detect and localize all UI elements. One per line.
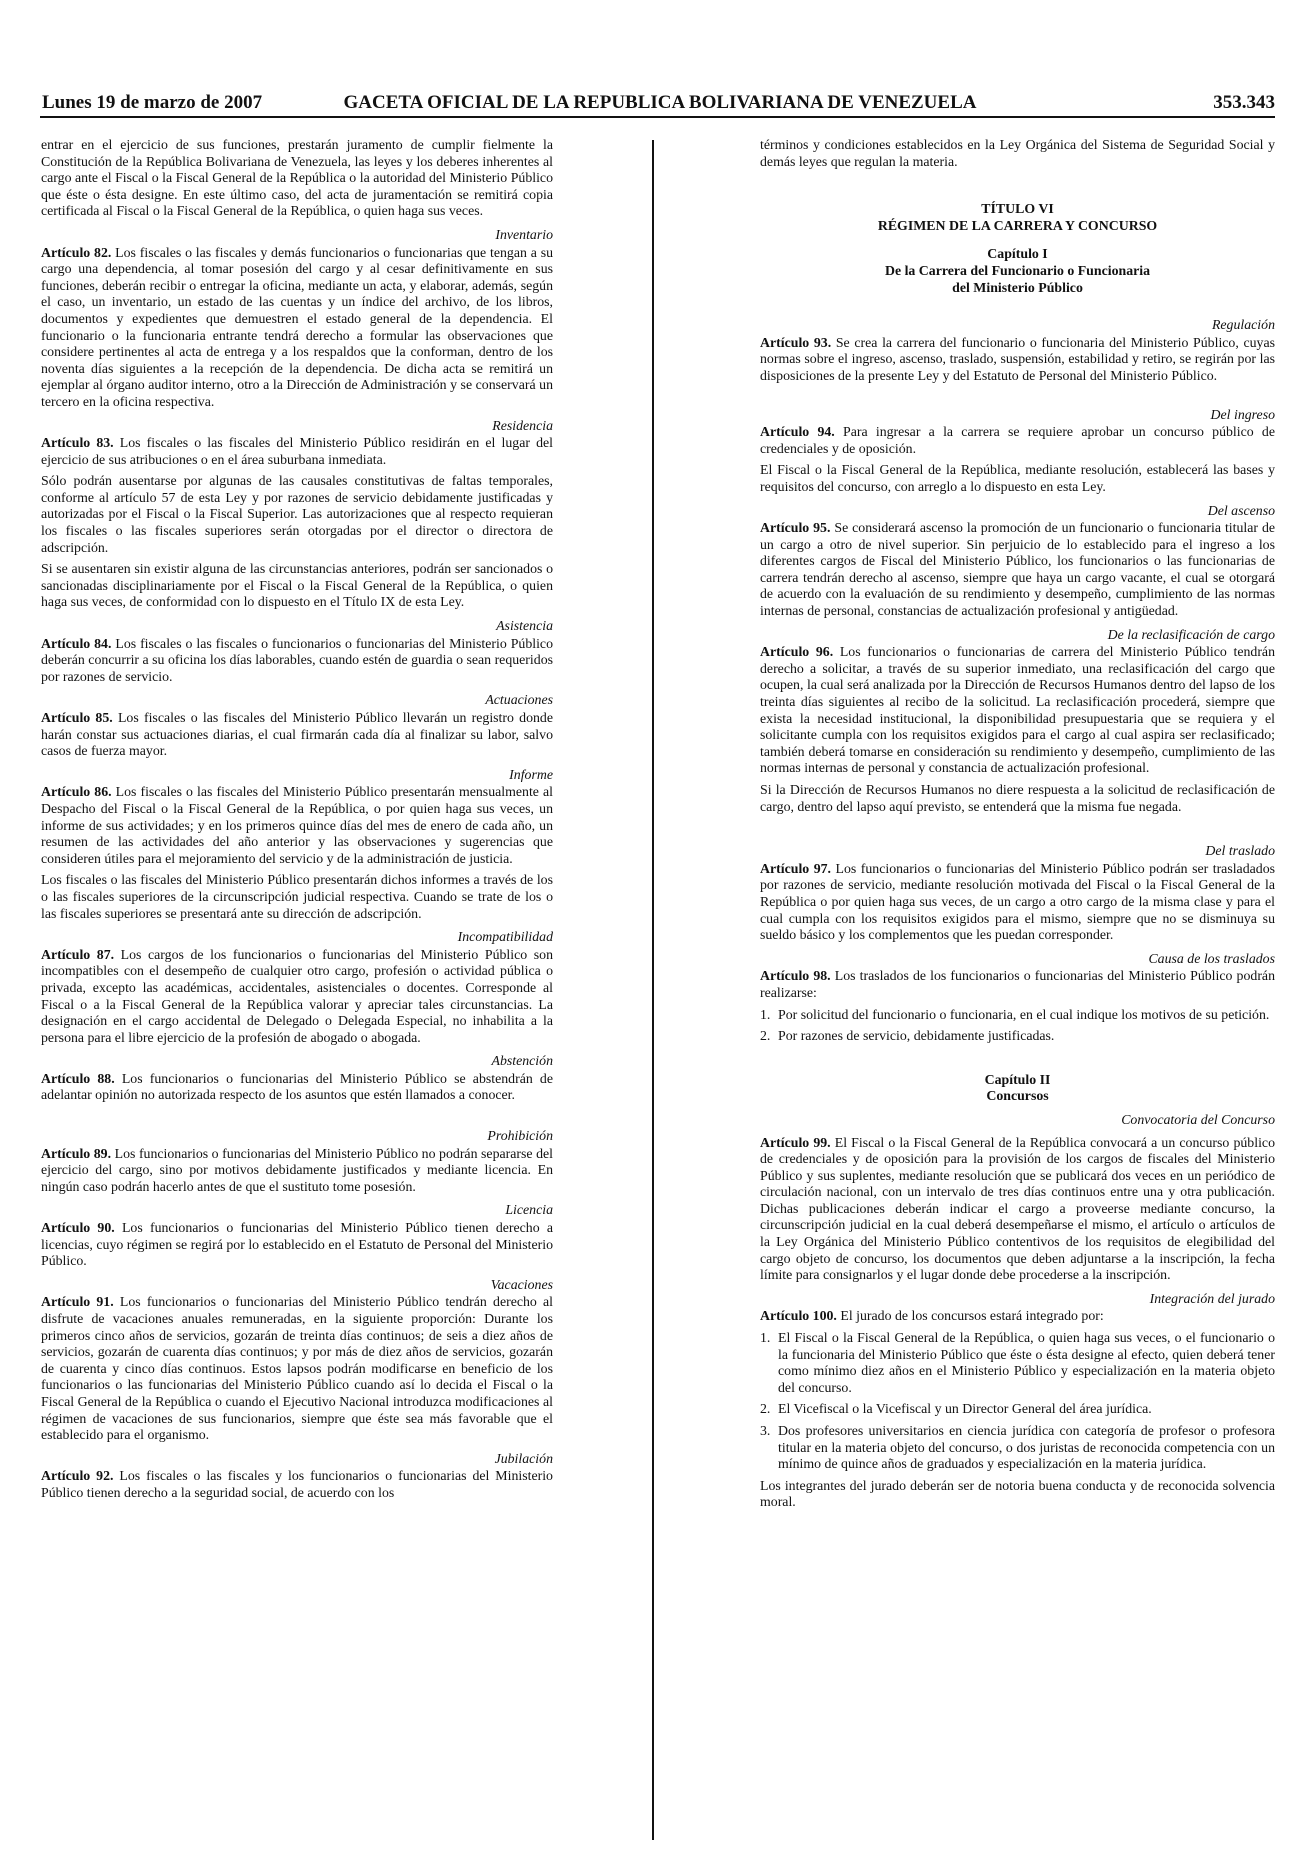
section-heading: Integración del jurado [1149,1290,1275,1306]
right-column [760,137,1275,1837]
article-text: Los traslados de los funcionarios o funcionarias del Ministerio Público podrán realizarse: [760,968,1275,1000]
article-text: Los funcionarios o funcionarias del Ministerio Público se abstendrán de adelantar opinión no autorizada respecto de los asuntos que estén llamados a conocer. [41,1070,553,1103]
article-text: Los fiscales o las fiscales y demás funcionarios o funcionarias que tengan a su cargo una dependencia, al tomar posesión del cargo y al cesar definitivamente en sus funciones, deberán recibir o entregar la oficina, mediante un acta, y elaborar, además, según el caso, un inventario, un estado de las cuentas y un índice del archivo, de los libros, documentos y expedientes que demuestren el estado general de la dependencia. El funcionario o la funcionaria entrante tendrá derecho a formular las observaciones que considere pertinentes al acta de entrega y a los respaldos que la conforman, dentro de los noventa días siguientes a la recepción de la dependencia. De dicha acta se remitirá un ejemplar al órgano auditor interno, otro a la Dirección de Administración y se conservará un tercero en la oficina respectiva. [41,244,553,409]
article-label: Artículo 92. [41,1468,114,1484]
article-89 [41,1146,553,1196]
article-85 [41,710,553,760]
article-text: El Fiscal o la Fiscal General de la República convocará a un concurso público de credenciales y de oposición para la provisión de los cargos de fiscales del Ministerio Público y sus suplentes, mediante resolución que se publicará dos veces en un periódico de circulación nacional, con un intervalo de tres días continuos entre una y otra publicación. Dichas publicaciones deberán indicar el cargo a proveerse mediante concurso, la circunscripción judicial en la cual deberá desempeñarse el mismo, el artículo o artículos de la Ley Orgánica del Ministerio Público contentivos de los requisitos de elegibilidad del cargo objeto de concurso, los documentos que deben adjuntarse a la inscripción, la fecha límite para consignarlos y el lugar donde debe procederse a la inscripción. [760,1134,1275,1283]
list-item: 3. Dos profesores universitarios en ciencia jurídica con categoría de profesor o profesora titular en la materia objeto del concurso, o dos juristas de reconocida competencia con un mínimo de quince años de graduados y especialización en la materia jurídica. [760,1423,1275,1472]
article-88 [41,1071,553,1104]
chapter-2-name: Concursos [986,1088,1049,1104]
list-item: 2. El Vicefiscal o la Vicefiscal y un Director General del área jurídica. [760,1401,1152,1417]
header-page-number: 353.343 [1213,92,1275,113]
chapter-1-number: Capítulo I [987,246,1048,262]
section-heading: Incompatibilidad [457,929,553,945]
article-text: Los funcionarios o funcionarias del Ministerio Público podrán ser trasladados por razones de servicio, mediante resolución motivada del Fiscal o la Fiscal General de la República o por quien haga sus veces, de un cargo a otro cargo de la misma clase y para el cual cumpla con los requisitos exigidos para el mismo, siempre que no se disminuya su sueldo básico y los complementos que les puedan corresponder. [760,860,1275,943]
column-divider [652,140,654,1840]
article-94-paragraph-2: El Fiscal o la Fiscal General de la República, mediante resolución, establecerá las bases y requisitos del concurso, con arreglo a lo dispuesto en esta Ley. [760,462,1275,494]
section-heading: Vacaciones [490,1276,553,1292]
article-86-paragraph-2: Los fiscales o las fiscales del Ministerio Público presentarán dichos informes a través de los o las fiscales superiores de la circunscripción judicial respectiva. Cuando se trate de los o las fiscales superiores se presentará ante su dirección de adscripción. [41,872,553,921]
article-97 [760,861,1275,944]
section-heading: Informe [509,766,553,782]
article-text: Los funcionarios o funcionarias de carrera del Ministerio Público tendrán derecho a solicitar, a través de su superior inmediato, una reclasificación del cargo que ocupen, la cual será analizada por la Dirección de Recursos Humanos dentro del lapso de los treinta días siguientes al recibo de la solicitud. La reclasificación procederá, siempre que exista la necesidad institucional, la disponibilidad presupuestaria que se requiera y el solicitante cumpla con los requisitos exigidos para el cargo al cual aspira ser reclasificado; también deberá tomarse en consideración su rendimiento y desempeño, cumplimiento de las normas internas de personal y constancia de actualización profesional. [760,644,1275,776]
list-item: 2. Por razones de servicio, debidamente justificadas. [760,1028,1055,1044]
article-label: Artículo 85. [41,710,113,725]
header-date: Lunes 19 de marzo de 2007 [42,92,263,113]
article-84 [41,636,553,686]
chapter-1-name-line-2: del Ministerio Público [952,279,1083,295]
section-heading: Abstención [491,1053,553,1069]
section-heading: Del ascenso [1207,502,1275,518]
article-text: El jurado de los concursos estará integrado por: [836,1308,1104,1324]
article-label: Artículo 93. [760,334,832,350]
article-label: Artículo 89. [41,1145,112,1161]
article-text: Los funcionarios o funcionarias del Ministerio Público tienen derecho a licencias, cuyo régimen se regirá por lo establecido en el Estatuto de Personal del Ministerio Público. [41,1220,553,1269]
article-label: Artículo 98. [760,968,831,984]
article-87 [41,947,553,1047]
section-heading: Prohibición [487,1128,553,1144]
article-82 [41,245,553,411]
section-heading: Inventario [495,226,553,242]
section-heading: Residencia [492,417,553,433]
article-label: Artículo 87. [41,946,115,962]
article-text: Los fiscales o las fiscales o funcionarios o funcionarias del Ministerio Público deberán concurrir a su oficina los días laborables, cuando estén de guardia o sean requeridos por razones de servicio. [41,635,553,684]
article-label: Artículo 100. [760,1308,837,1324]
article-92 [41,1468,553,1501]
continued-paragraph: términos y condiciones establecidos en la Ley Orgánica del Sistema de Seguridad Social y demás leyes que regulan la materia. [760,137,1275,169]
section-heading: Actuaciones [485,692,553,708]
article-91 [41,1294,553,1443]
article-83-paragraph-3: Si se ausentaren sin existir alguna de las circunstancias anteriores, podrán ser sancionados o sancionadas disciplinariamente por el Fiscal o la Fiscal General de la República, o quien haga sus veces, de conformidad con lo dispuesto en el Título IX de esta Ley. [41,561,553,610]
article-text: Los funcionarios o funcionarias del Ministerio Público tendrán derecho al disfrute de vacaciones anuales remuneradas, en la siguiente proporción: Durante los primeros cinco años de servicios, gozarán de treinta días continuos; de seis a diez años de servicios, gozarán de cuarenta días continuos; y por más de diez años de servicios, gozarán de cuarenta y cinco días continuos. Estos lapsos podrán modificarse en beneficio de los funcionarios o las funcionarias del Ministerio Público cuando así lo decida el Fiscal o la Fiscal General de la República o cuando el Ejecutivo Nacional introduzca modificaciones al régimen de vacaciones de sus funcionarios, siempre que éste sea más favorable que el establecido para el organismo. [41,1294,553,1443]
section-heading: Convocatoria del Concurso [1121,1111,1275,1127]
article-text: Los fiscales o las fiscales del Ministerio Público llevarán un registro donde harán constar sus actuaciones diarias, el cual firmarán cada día al finalizar su labor, salvo casos de fuerza mayor. [41,710,553,759]
gazette-header [40,90,1275,118]
article-83 [41,435,553,468]
article-96 [760,644,1275,777]
article-99 [760,1135,1275,1284]
article-95 [760,520,1275,620]
article-label: Artículo 96. [760,644,834,660]
article-text: Los fiscales o las fiscales del Ministerio Público residirán en el lugar del ejercicio de sus atribuciones o en el área suburbana inmediata. [41,435,553,467]
continued-paragraph: entrar en el ejercicio de sus funciones, prestarán juramento de cumplir fielmente la Constitución de la República Bolivariana de Venezuela, las leyes y los deberes inherentes al cargo ante el Fiscal o la Fiscal General de la República o la autoridad del Ministerio Público que éste o ésta designe. En este último caso, del acta de juramentación se remitirá copia certificada al Fiscal o la Fiscal General de la República, o quien haga sus veces. [41,137,553,219]
section-heading: Jubilación [494,1450,553,1466]
title-number: TÍTULO VI [981,201,1054,217]
article-100 [760,1308,1275,1325]
section-heading: Del traslado [1205,843,1275,859]
article-label: Artículo 83. [41,435,114,451]
article-label: Artículo 99. [760,1134,831,1150]
article-83-paragraph-2: Sólo podrán ausentarse por algunas de las causales constitutivas de faltas temporales, conforme al artículo 57 de esta Ley y por razones de servicio debidamente justificadas y autorizadas por el Fiscal o la Fiscal Superior. Las autorizaciones que al respecto requieran los fiscales o las fiscales superiores serán otorgadas por el director o directora de adscripción. [41,473,553,555]
article-90 [41,1220,553,1270]
section-heading: De la reclasificación de cargo [1107,626,1275,642]
section-heading: Causa de los traslados [1148,950,1275,966]
article-label: Artículo 94. [760,424,835,440]
article-text: Para ingresar a la carrera se requiere aprobar un concurso público de credenciales y de oposición. [760,424,1275,456]
article-label: Artículo 97. [760,860,832,876]
article-94 [760,424,1275,457]
article-label: Artículo 91. [41,1294,114,1310]
article-text: Los fiscales o las fiscales y los funcionarios o funcionarias del Ministerio Público tienen derecho a la seguridad social, de acuerdo con los [41,1468,553,1500]
article-text: Se crea la carrera del funcionario o funcionaria del Ministerio Público, cuyas normas sobre el ingreso, ascenso, traslado, suspensión, estabilidad y retiro, se regirán por las disposiciones de la presente Ley y del Estatuto de Personal del Ministerio Público. [760,334,1275,383]
article-text: Los cargos de los funcionarios o funcionarias del Ministerio Público son incompatibles con el desempeño de cualquier otro cargo, profesión o actividad pública o privada, excepto las académicas, accidentales, asistenciales o docentes. Corresponde al Fiscal o a la Fiscal General de la República valorar y apreciar tales circunstancias. La designación en el cargo accidental de Delegado o Delegada Especial, no inhabilita a la persona para el libre ejercicio de la profesión de abogado o abogada. [41,946,553,1045]
article-100-paragraph-2: Los integrantes del jurado deberán ser de notoria buena conducta y de reconocida solvencia moral. [760,1477,1275,1510]
article-text: Se considerará ascenso la promoción de un funcionario o funcionaria titular de un cargo a otro de nivel superior. Sin perjuicio de lo establecido para el ingreso a los diferentes cargos de Fiscal del Ministerio Público, los funcionarios o las funcionarias de carrera tendrán derecho al ascenso, siempre que haya un cargo vacante, el cual se otorgará de acuerdo con la evaluación de su rendimiento y desempeño, cumplimiento de las normas internas de personal, constancias de actualización profesional y antigüedad. [760,520,1275,619]
article-label: Artículo 84. [41,635,112,651]
article-label: Artículo 88. [41,1070,115,1086]
article-93 [760,335,1275,385]
article-label: Artículo 86. [41,784,112,800]
section-heading: Asistencia [496,618,553,634]
chapter-2-number: Capítulo II [984,1071,1051,1087]
article-text: Los funcionarios o funcionarias del Ministerio Público no podrán separarse del ejercicio del cargo, sino por motivos debidamente justificados y mediante licencia. En ningún caso podrán hacerlo antes de que el sustituto tome posesión. [41,1145,553,1194]
section-heading: Licencia [505,1202,553,1218]
article-label: Artículo 82. [41,244,112,260]
section-heading: Del ingreso [1210,406,1275,422]
chapter-1-name-line-1: De la Carrera del Funcionario o Funcionaria [884,262,1151,278]
article-98 [760,968,1275,1001]
article-96-paragraph-2: Si la Dirección de Recursos Humanos no diere respuesta a la solicitud de reclasificación de cargo, dentro del lapso aquí previsto, se entenderá que la misma fue negada. [760,782,1275,814]
section-heading: Regulación [1211,317,1275,333]
list-item: 1. Por solicitud del funcionario o funcionaria, en el cual indique los motivos de su petición. [760,1006,1270,1022]
title-name: RÉGIMEN DE LA CARRERA Y CONCURSO [877,217,1158,233]
list-item: 1. El Fiscal o la Fiscal General de la República, o quien haga sus veces, o el funcionario o la funcionaria del Ministerio Público que éste o ésta designe al efecto, quien deberá tener como mínimo diez años en el Ministerio Público y especialización en la materia objeto del concurso. [760,1330,1275,1395]
article-text: Los fiscales o las fiscales del Ministerio Público presentarán mensualmente al Despacho del Fiscal o la Fiscal General de la República, o por quien haga sus veces, un informe de sus actividades; y en los primeros quince días del mes de enero de cada año, un resumen de las actividades del año anterior y las observaciones y sugerencias que consideren útiles para el mejoramiento del servicio y de la administración de justicia. [41,784,553,866]
header-title: GACETA OFICIAL DE LA REPUBLICA BOLIVARIANA DE VENEZUELA [343,92,977,113]
left-column [41,137,553,1839]
article-86 [41,784,553,867]
article-label: Artículo 90. [41,1220,115,1236]
article-label: Artículo 95. [760,520,831,536]
